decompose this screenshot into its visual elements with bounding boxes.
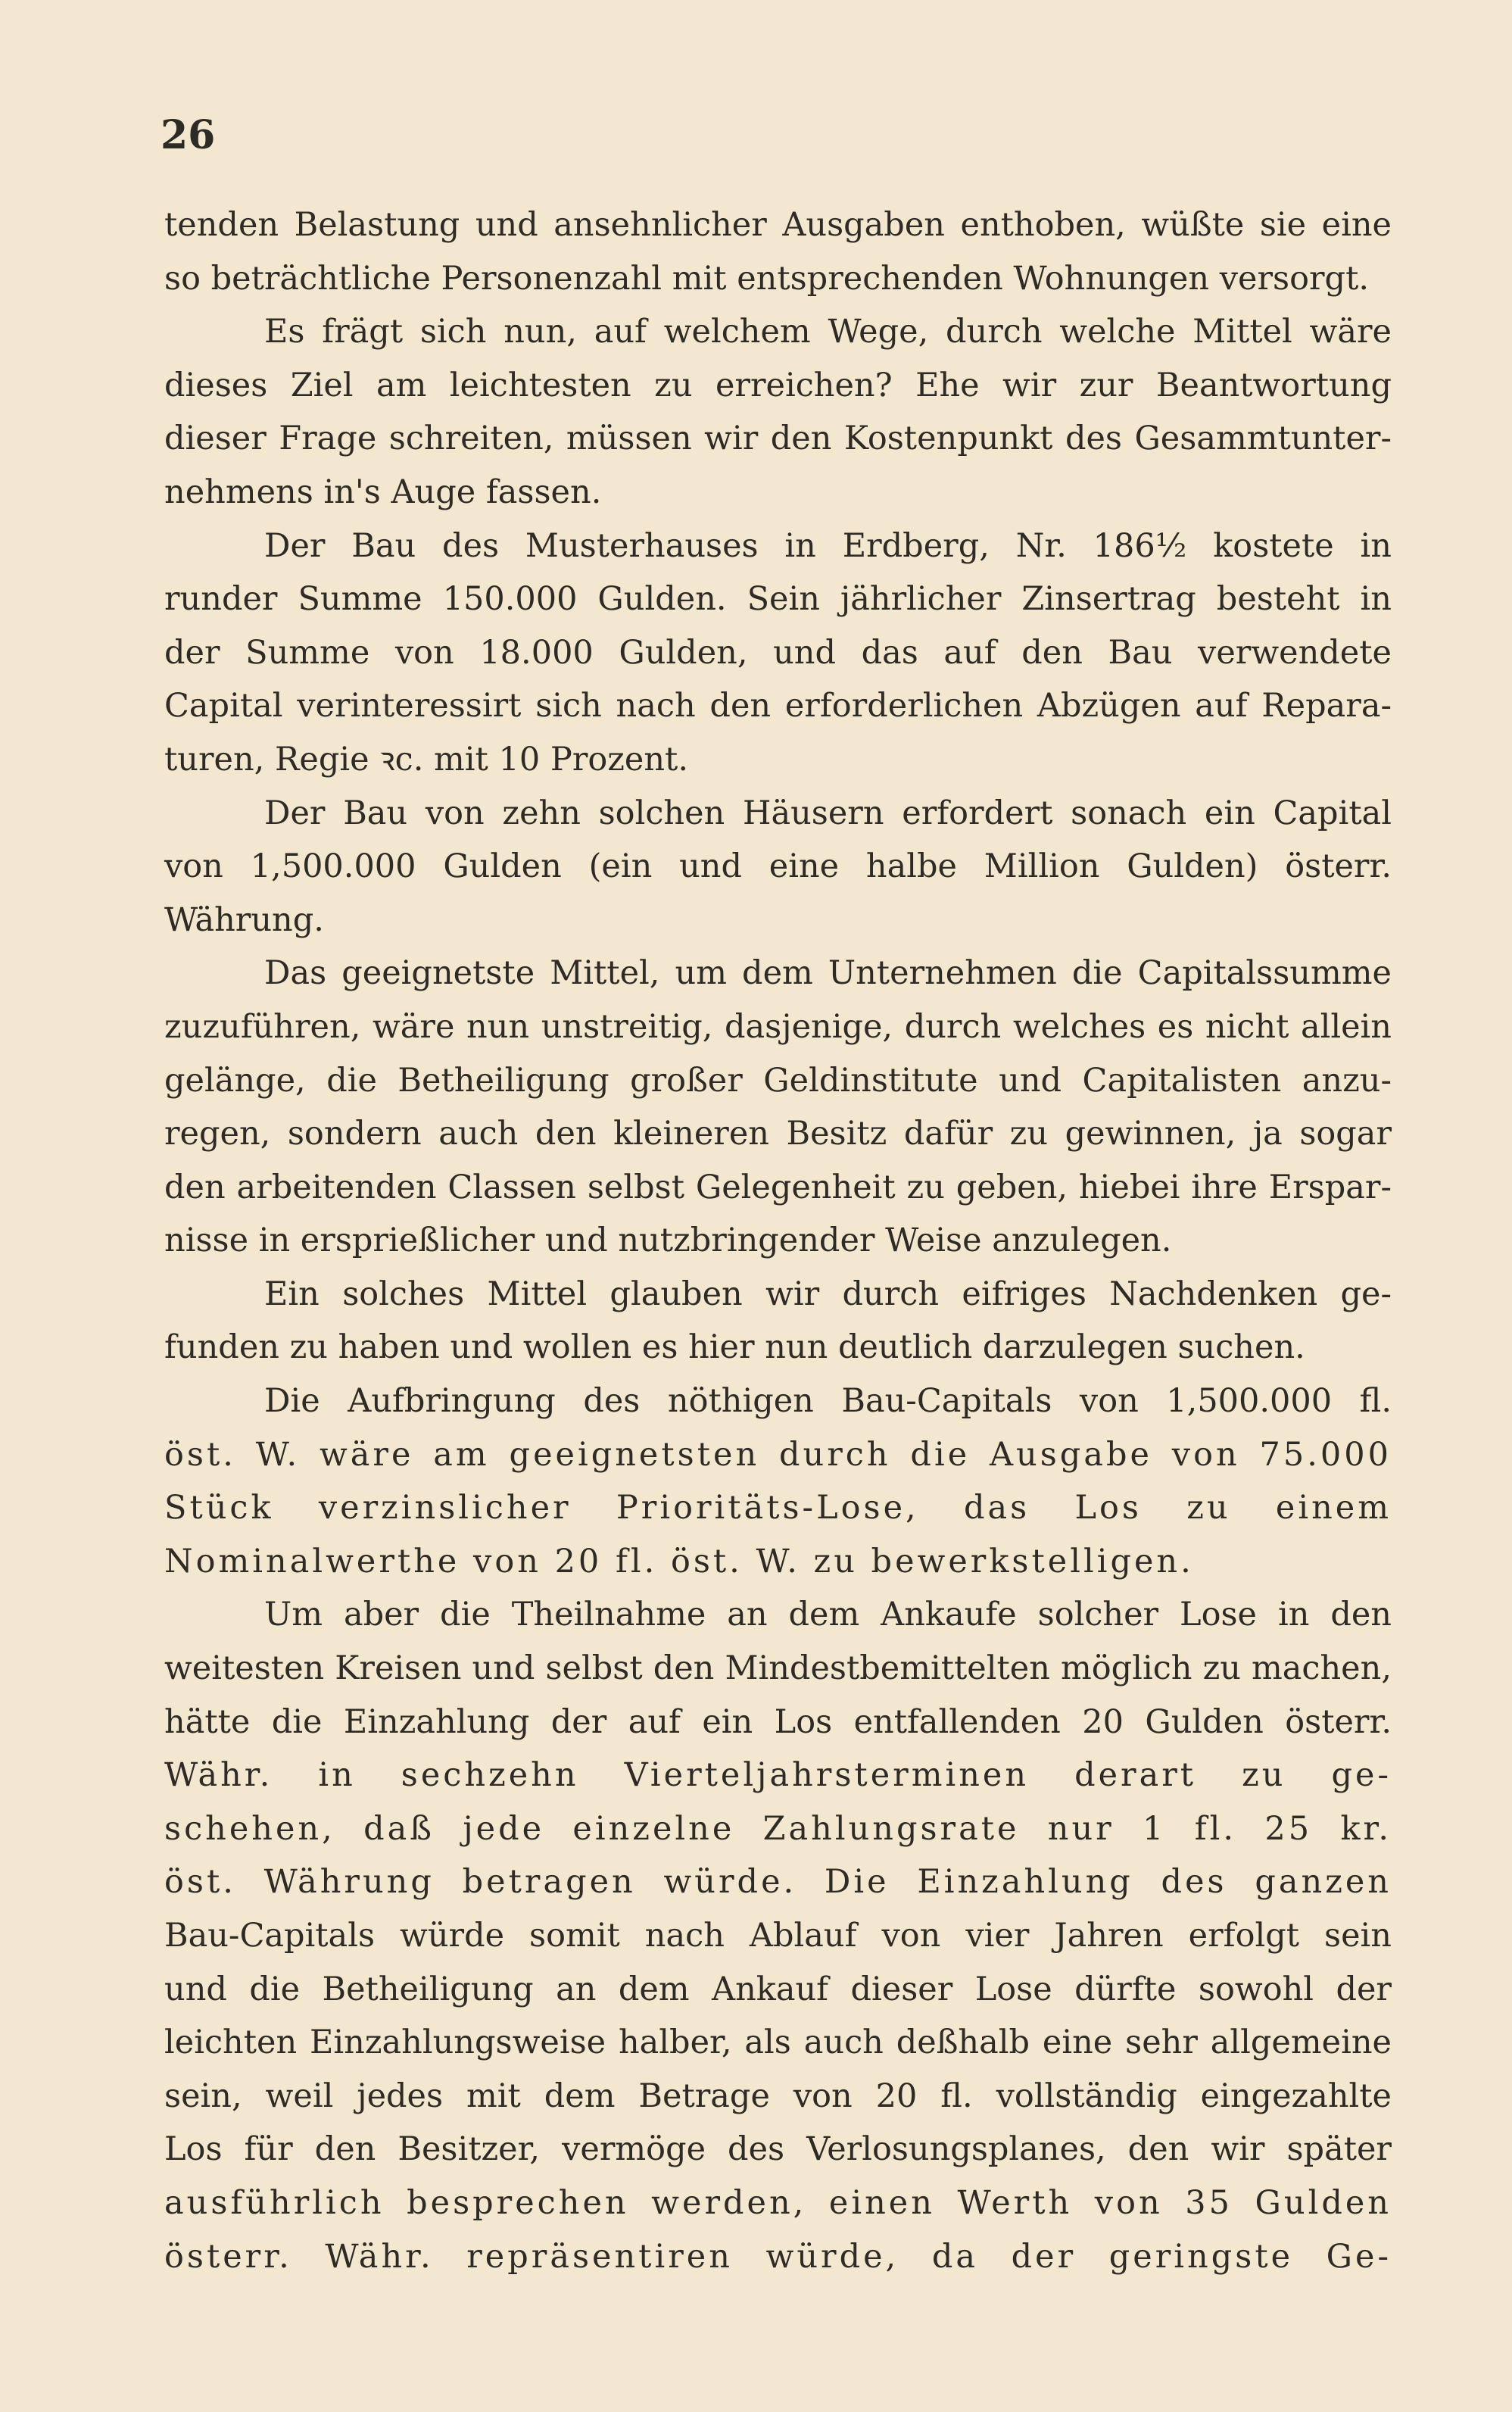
text-line: weitesten Kreisen und selbst den Mindestbemittelten möglich zu machen, <box>164 1649 1392 1688</box>
text-line: Ein solches Mittel glauben wir durch eifriges Nachdenken ge- <box>264 1275 1392 1313</box>
text-line: Das geeignetste Mittel, um dem Unternehmen die Capitalssumme <box>264 954 1392 993</box>
text-line: Um aber die Theilnahme an dem Ankaufe solcher Lose in den <box>264 1596 1392 1634</box>
text-line: Los für den Besitzer, vermöge des Verlosungsplanes, den wir später <box>164 2130 1392 2169</box>
text-line: ausführlich besprechen werden, einen Werth von 35 Gulden <box>164 2183 1392 2222</box>
text-line: regen, sondern auch den kleineren Besitz dafür zu gewinnen, ja sogar <box>164 1115 1392 1153</box>
text-line: nehmens in's Auge fassen. <box>164 473 602 511</box>
text-line: turen, Regie ꝛc. mit 10 Prozent. <box>164 740 689 779</box>
text-line: sein, weil jedes mit dem Betrage von 20 fl. vollständig eingezahlte <box>164 2077 1392 2115</box>
text-line: dieser Frage schreiten, müssen wir den Kostenpunkt des Gesammtunter- <box>164 420 1392 458</box>
text-line: Der Bau des Musterhauses in Erdberg, Nr. 186½ kostete in <box>264 526 1392 565</box>
text-line: leichten Einzahlungsweise halber, als auch deßhalb eine sehr allgemeine <box>164 2024 1392 2062</box>
text-line: nisse in ersprießlicher und nutzbringender Weise anzulegen. <box>164 1222 1172 1260</box>
text-line: runder Summe 150.000 Gulden. Sein jährlicher Zinsertrag besteht in <box>164 580 1392 619</box>
text-line: öst. W. wäre am geeignetsten durch die Ausgabe von 75.000 <box>164 1435 1392 1474</box>
text-line: tenden Belastung und ansehnlicher Ausgaben enthoben, wüßte sie eine <box>164 206 1392 244</box>
text-line: von 1,500.000 Gulden (ein und eine halbe Million Gulden) österr. <box>164 847 1392 886</box>
text-line: zuzuführen, wäre nun unstreitig, dasjenige, durch welches es nicht allein <box>164 1007 1392 1046</box>
text-line: dieses Ziel am leichtesten zu erreichen? Ehe wir zur Beantwortung <box>164 366 1392 404</box>
text-line: österr. Währ. repräsentiren würde, da der geringste Ge- <box>164 2237 1392 2276</box>
text-line: Währung. <box>164 900 324 939</box>
text-line: funden zu haben und wollen es hier nun deutlich darzulegen suchen. <box>164 1328 1305 1367</box>
page-number: 26 <box>161 112 216 158</box>
text-line: so beträchtliche Personenzahl mit entsprechenden Wohnungen versorgt. <box>164 259 1370 298</box>
body-text <box>164 198 1392 2283</box>
text-line: Capital verinteressirt sich nach den erforderlichen Abzügen auf Repara- <box>164 687 1392 725</box>
text-line: Die Aufbringung des nöthigen Bau-Capitals von 1,500.000 fl. <box>264 1382 1392 1421</box>
text-line: Der Bau von zehn solchen Häusern erfordert sonach ein Capital <box>264 794 1392 832</box>
text-line: und die Betheiligung an dem Ankauf dieser Lose dürfte sowohl der <box>164 1970 1392 2008</box>
text-line: schehen, daß jede einzelne Zahlungsrate nur 1 fl. 25 kr. <box>164 1809 1392 1848</box>
text-line: öst. Währung betragen würde. Die Einzahlung des ganzen <box>164 1863 1392 1902</box>
text-line: Es frägt sich nun, auf welchem Wege, durch welche Mittel wäre <box>264 313 1392 351</box>
text-line: hätte die Einzahlung der auf ein Los entfallenden 20 Gulden österr. <box>164 1702 1392 1741</box>
text-line: den arbeitenden Classen selbst Gelegenheit zu geben, hiebei ihre Erspar- <box>164 1168 1392 1206</box>
text-line: Stück verzinslicher Prioritäts-Lose, das Los zu einem <box>164 1489 1392 1527</box>
text-line: gelänge, die Betheiligung großer Geldinstitute und Capitalisten anzu- <box>164 1061 1392 1100</box>
text-line: der Summe von 18.000 Gulden, und das auf den Bau verwendete <box>164 633 1392 672</box>
text-line: Währ. in sechzehn Vierteljahrsterminen derart zu ge- <box>164 1756 1392 1795</box>
text-line: Nominalwerthe von 20 fl. öst. W. zu bewerkstelligen. <box>164 1542 1194 1580</box>
text-line: Bau-Capitals würde somit nach Ablauf von vier Jahren erfolgt sein <box>164 1917 1392 1955</box>
